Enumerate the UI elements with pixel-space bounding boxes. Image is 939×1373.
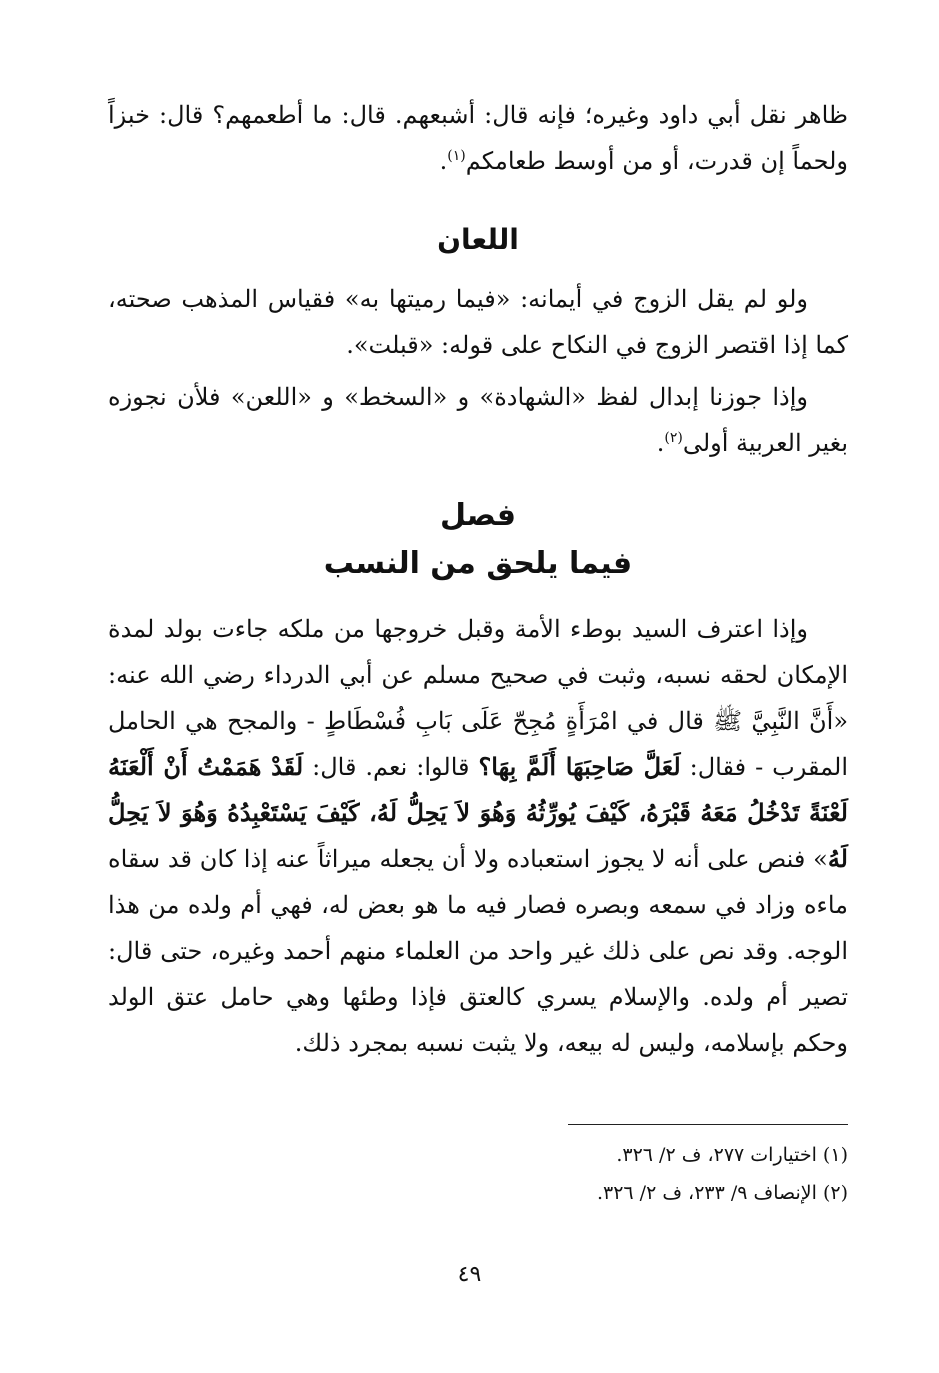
hadith-quote-a: لَعَلَّ صَاحِبَهَا أَلَمَّ بِهَا؟	[478, 752, 681, 781]
fasl-title: فيما يلحق من النسب	[323, 546, 633, 581]
footnote-2: (٢) الإنصاف ٩/ ٢٣٣، ف ٢/ ٣٢٦.	[596, 1182, 848, 1204]
hadith-quote-b: لَقَدْ هَمَمْتُ أَنْ أَلْعَنَهُ لَعْنَةً تَدْخُلُ مَعَهُ قَبْرَهُ، كَيْفَ يُورِّثُهُ وَهُوَ لاَ يَحِلُّ لَهُ، كَيْفَ يَسْتَعْبِدُهُ وَهُوَ لاَ يَحِلُّ لَهُ	[108, 752, 848, 873]
lian-paragraph-1: ولو لم يقل الزوج في أيمانه: «فيما رميتها به» فقياس المذهب صحته، كما إذا اقتصر الزوج في النكاح على قوله: «قبلت».	[108, 285, 848, 359]
footnotes	[108, 1136, 848, 1212]
footnote-ref-2: (٢)	[664, 430, 683, 446]
footnote-divider	[568, 1124, 848, 1125]
fasl-text-a: وإذا اعترف السيد بوطء الأمة وقبل خروجها من ملكه جاءت بولد لمدة الإمكان لحقه نسبه، وثبت في صحيح مسلم عن أبي الدرداء رضي الله عنه: «أَنَّ النَّبِيَّ ﷺ قال في امْرَأَةٍ مُجِحّ عَلَى بَابِ فُسْطَاطٍ - والمجح هي الحامل المقرب - فقال:	[108, 615, 848, 781]
intro-end: .	[439, 147, 448, 175]
footnote-ref-1: (١)	[447, 148, 466, 164]
page-body	[108, 92, 848, 1066]
footnote-1: (١) اختيارات ٢٧٧، ف ٢/ ٣٢٦.	[616, 1144, 848, 1166]
intro-paragraph	[108, 92, 848, 184]
fasl-text-c: » فنص على أنه لا يجوز استعباده ولا أن يجعله ميراثاً عنه إذا كان قد سقاه ماءه وزاد في سمعه وبصره فصار فيه ما هو بعض له، فهي أم ولده من هذا الوجه. وقد نص على ذلك غير واحد من العلماء منهم أحمد وغيره، حتى قال: تصير أم ولده. والإسلام يسري كالعتق فإذا وطئها وهي حامل عتق الولد وحكم بإسلامه، وليس له بيعه، ولا يثبت نسبه بمجرد ذلك.	[108, 845, 848, 1057]
fasl-label: فصل	[440, 498, 516, 533]
lian-paragraph-2-end: .	[656, 429, 665, 457]
intro-text: ظاهر نقل أبي داود وغيره؛ فإنه قال: أشبعهم. قال: ما أطعمهم؟ قال: خبزاً ولحماً إن قدرت، أو من أوسط طعامكم	[108, 101, 848, 175]
fasl-paragraph	[108, 606, 848, 1066]
section-title-lian: اللعان	[437, 223, 519, 256]
lian-paragraph-2-text: وإذا جوزنا إبدال لفظ «الشهادة» و «السخط» و «اللعن» فلأن نجوزه بغير العربية أولى	[108, 383, 848, 457]
lian-paragraph-2	[108, 374, 848, 466]
page-number: ٤٩	[457, 1262, 482, 1287]
fasl-text-b: قالوا: نعم. قال:	[303, 753, 479, 781]
